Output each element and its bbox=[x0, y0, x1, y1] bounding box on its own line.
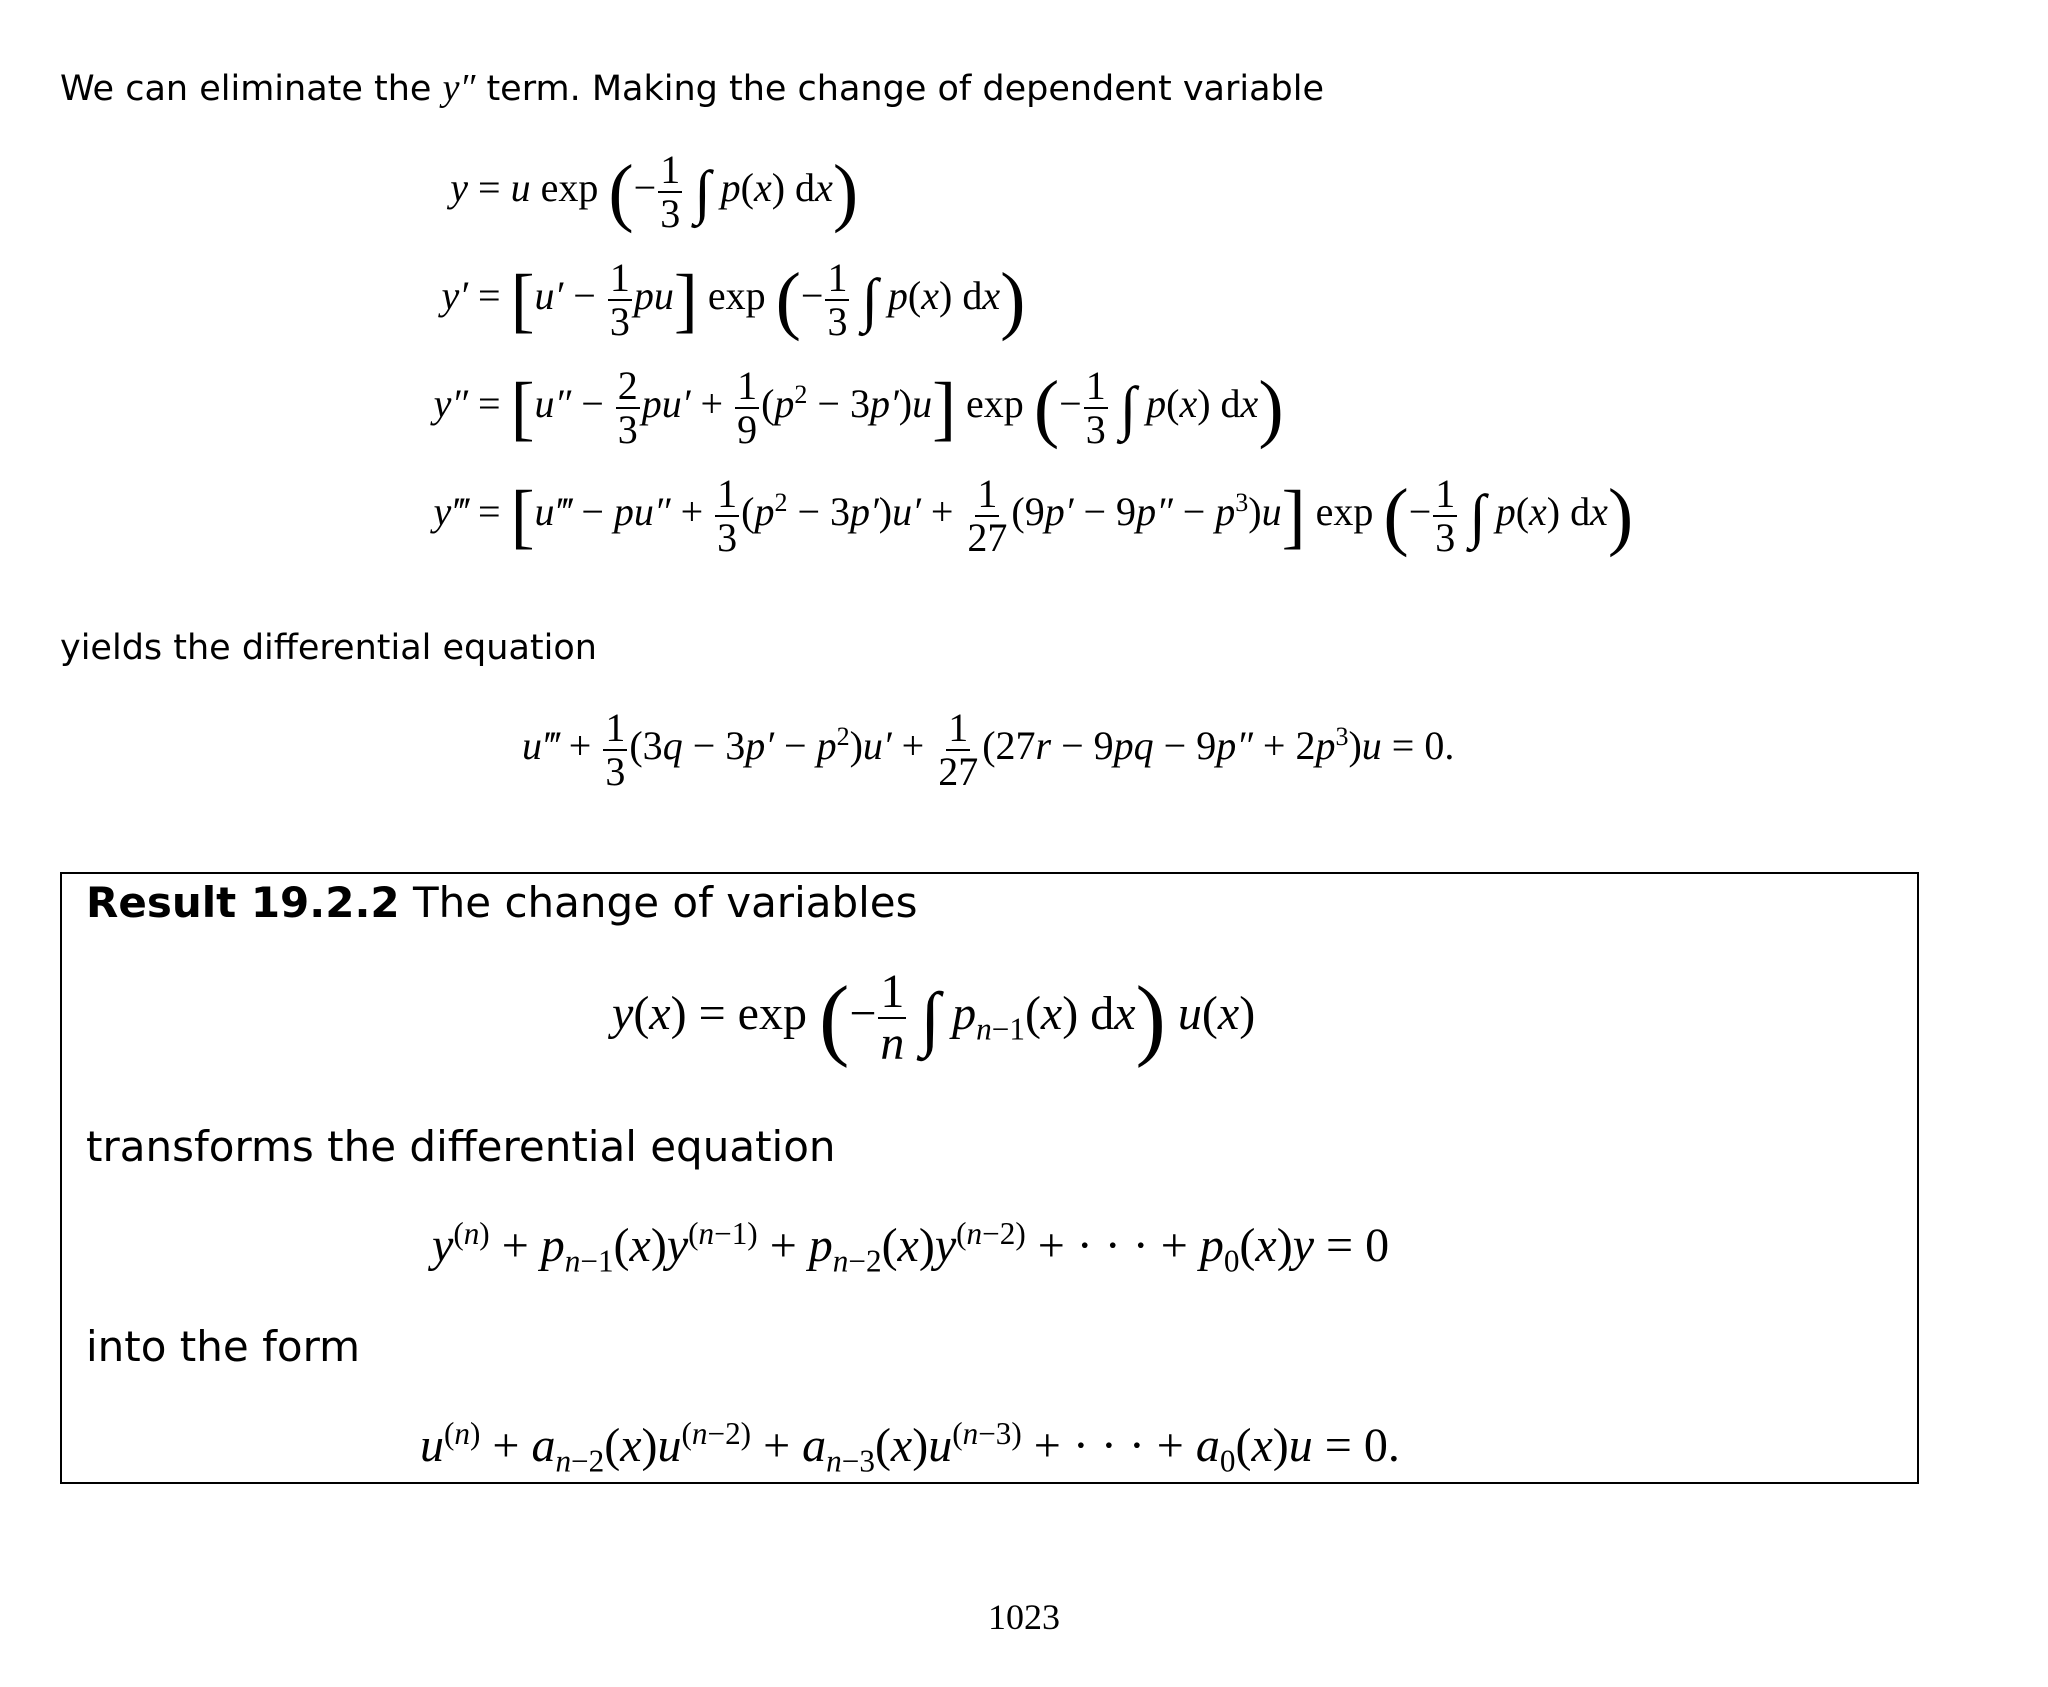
yields-text: yields the differential equation bbox=[60, 628, 597, 668]
intro-after: term. Making the change of dependent variable bbox=[486, 69, 1325, 109]
substitution-row-4: y‴ = [u‴ − pu″ + $\frac{1}{3}$ $(p^2 - 3p')u'$ + $\frac{1}{27}$ $(9p' - 9p'' - p^3)u$] exp (− $\frac{1}{3}$ ∫ p(x) dx) bbox=[433, 471, 1634, 560]
de-equation: $y^{(n)} + p_{n-1}(x)y^{(n-1)} + p_{n-2}(x)y^{(n-2)}$ + · · · + $p_0(x)y = 0$ bbox=[432, 1216, 1390, 1279]
result-heading bbox=[86, 878, 918, 927]
result-box bbox=[60, 872, 1919, 1484]
intro-term: y″ bbox=[442, 67, 476, 109]
change-equation: y(x) = exp (− $\frac{1}{n}$ ∫ $p_{n-1}(x)$ dx) u(x) bbox=[612, 965, 1256, 1070]
transforms-text: transforms the differential equation bbox=[86, 1122, 836, 1171]
result-label: Result 19.2.2 bbox=[86, 878, 400, 927]
intro-before: We can eliminate the bbox=[60, 69, 432, 109]
into-text: into the form bbox=[86, 1322, 361, 1371]
result-equation: u‴ + $\frac{1}{3}$ $(3q - 3p' - p^2)u'$ + $\frac{1}{27}$ $(27r - 9pq - 9p'' + 2p^3)u = 0$. bbox=[522, 705, 1455, 794]
form-equation: $u^{(n)} + a_{n-2}(x)u^{(n-2)} + a_{n-3}(x)u^{(n-3)}$ + · · · + $a_0(x)u = 0$. bbox=[420, 1416, 1400, 1479]
substitution-row-2: y′ = [u′ − $\frac{1}{3}$ pu] exp (− $\frac{1}{3}$ ∫ p(x) dx) bbox=[441, 255, 1026, 344]
substitution-row-3: y″ = [u″ − $\frac{2}{3}$ pu′ + $\frac{1}{9}$ $(p^2 - 3p')u$] exp (− $\frac{1}{3}$ ∫ p(x) dx) bbox=[433, 363, 1284, 452]
intro-paragraph bbox=[60, 66, 1324, 110]
result-intro: The change of variables bbox=[413, 878, 918, 927]
substitution-row-1: y = u exp (− $\frac{1}{3}$ ∫ p(x) dx) bbox=[450, 147, 859, 236]
page-number: 1023 bbox=[988, 1597, 1060, 1637]
